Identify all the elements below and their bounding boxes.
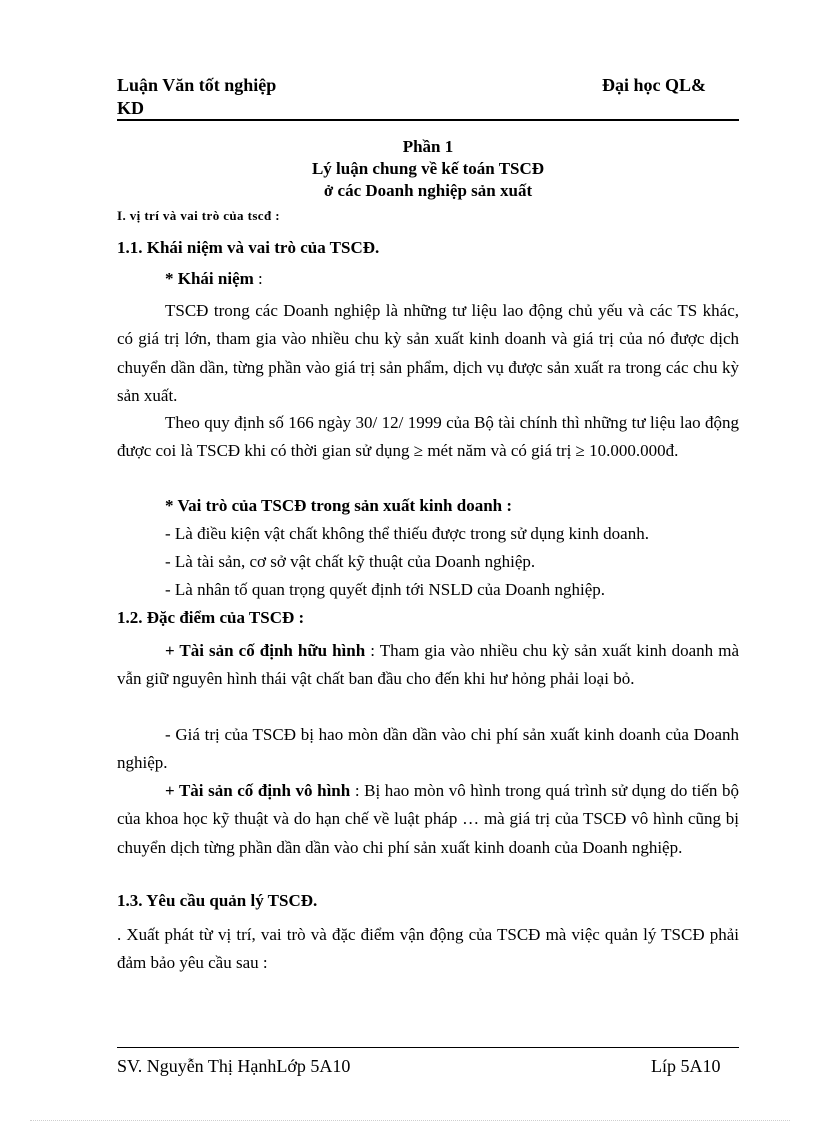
intangible-text: : Bị hao mòn vô hình trong quá trình sử dụng do tiến bộ của khoa học kỹ thuật và do hạn chế về luật pháp … mà giá trị của TSCĐ vô hình cũng bị chuyển dịch từng phần dần dần vào chi phí sản xuất kinh doanh của Doanh nghiệp. <box>117 781 740 857</box>
role-item: - Là điều kiện vật chất không thể thiếu được trong sử dụng kinh doanh. <box>165 524 649 543</box>
concept-paragraph: TSCĐ trong các Doanh nghiệp là những tư liệu lao động chủ yếu và các TS khác, có giá trị lớn, tham gia vào nhiều chu kỳ sản xuất kinh doanh và giá trị của nó được dịch chuyển dần dần, từng phần vào giá trị sản phẩm, dịch vụ được sản xuất ra trong các chu kỳ sản xuất. <box>117 301 739 406</box>
header-left-continuation: KD <box>117 98 144 118</box>
concept-colon: : <box>253 269 263 288</box>
chapter-title-line-1: Lý luận chung về kế toán TSCĐ <box>311 159 545 178</box>
regulation-paragraph: Theo quy định số 166 ngày 30/ 12/ 1999 của Bộ tài chính thì những tư liệu lao động được coi là TSCĐ khi có thời gian sử dụng ≥ mét năm và có giá trị ≥ 10.000.000đ. <box>117 413 739 461</box>
depreciation-paragraph: - Giá trị của TSCĐ bị hao mòn dần dần vào chi phí sản xuất kinh doanh của Doanh nghiệp. <box>117 725 739 773</box>
role-item: - Là tài sản, cơ sở vật chất kỹ thuật của Doanh nghiệp. <box>165 552 536 571</box>
tangible-paragraph <box>117 637 739 694</box>
heading-1-2: 1.2. Đặc điểm của TSCĐ : <box>117 608 305 627</box>
section-heading-small: I. vị trí và vai trò của tscđ : <box>117 208 280 223</box>
concept-label: * Khái niệm <box>165 269 254 288</box>
role-heading-text: * Vai trò của TSCĐ trong sản xuất kinh doanh : <box>165 496 513 515</box>
intangible-label: + Tài sản cố định vô hình <box>165 781 351 800</box>
footer-student: SV. Nguyễn Thị HạnhLớp 5A10 <box>117 1056 351 1076</box>
heading-1-3: 1.3. Yêu cầu quản lý TSCĐ. <box>117 891 318 910</box>
tangible-label: + Tài sản cố định hữu hình <box>165 641 366 660</box>
part-title: Phần 1 <box>402 137 454 156</box>
requirement-paragraph: . Xuất phát từ vị trí, vai trò và đặc điểm vận động của TSCĐ mà việc quản lý TSCĐ phải đảm bảo yêu cầu sau : <box>117 925 739 973</box>
header-right-title: Đại học QL& <box>602 75 707 95</box>
footer-rule <box>117 1047 739 1048</box>
heading-1-1: 1.1. Khái niệm và vai trò của TSCĐ. <box>117 238 380 257</box>
page-bottom-border <box>30 1120 790 1121</box>
footer-class: Líp 5A10 <box>651 1056 721 1076</box>
chapter-title-line-2: ở các Doanh nghiệp sản xuất <box>323 181 533 200</box>
role-subheading <box>165 495 512 517</box>
role-item: - Là nhân tố quan trọng quyết định tới NSLD của Doanh nghiệp. <box>165 580 606 599</box>
intangible-paragraph <box>117 777 739 862</box>
header-left-title: Luận Văn tốt nghiệp <box>117 75 277 95</box>
tangible-text: : Tham gia vào nhiều chu kỳ sản xuất kinh doanh mà vẫn giữ nguyên hình thái vật chất ban đầu cho đến khi hư hỏng phải loại bỏ. <box>117 641 739 689</box>
header-rule <box>117 119 739 121</box>
concept-subheading <box>165 268 263 290</box>
